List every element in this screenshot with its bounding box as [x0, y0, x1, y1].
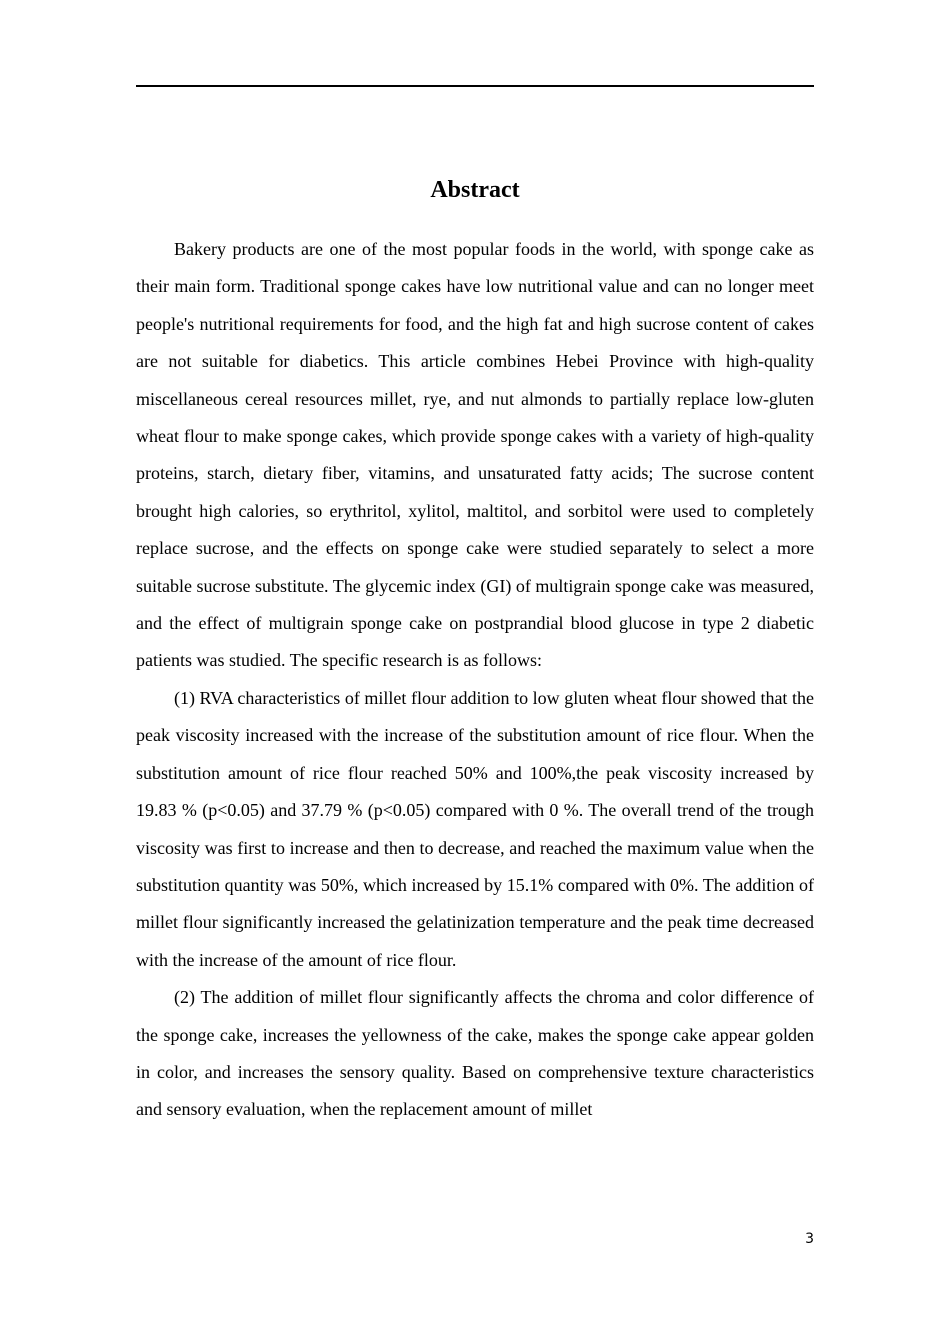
- page-title: Abstract: [430, 177, 520, 204]
- header-rule: [136, 85, 814, 87]
- abstract-paragraph-1: (1) RVA characteristics of millet flour addition to low gluten wheat flour showed that the peak viscosity increased with the increase of the substitution amount of rice flour. When the substitution amount of rice flour reached 50% and 100%,the peak viscosity increased by 19.83 % (p<0.05) and 37.79 % (p<0.05) compared with 0 %. The overall trend of the trough viscosity was first to increase and then to decrease, and reached the maximum value when the substitution quantity was 50%, which increased by 15.1% compared with 0%. The addition of millet flour significantly increased the gelatinization temperature and the peak time decreased with the increase of the amount of rice flour.: [136, 687, 814, 970]
- abstract-paragraph-intro: Bakery products are one of the most popular foods in the world, with sponge cake as their main form. Traditional sponge cakes have low nutritional value and can no longer meet people's nutritional requirements for food, and the high fat and high sucrose content of cakes are not suitable for diabetics. This article combines Hebei Province with high-quality miscellaneous cereal resources millet, rye, and nut almonds to partially replace low-gluten wheat flour to make sponge cakes, which provide sponge cakes with a variety of high-quality proteins, starch, dietary fiber, vitamins, and unsaturated fatty acids; The sucrose content brought high calories, so erythritol, xylitol, maltitol, and sorbitol were used to completely replace sucrose, and the effects on sponge cake were studied separately to select a more suitable sucrose substitute. The glycemic index (GI) of multigrain sponge cake was measured, and the effect of multigrain sponge cake on postprandial blood glucose in type 2 diabetic patients was studied. The specific research is as follows:: [136, 239, 814, 671]
- abstract-body: [136, 231, 814, 1129]
- abstract-paragraph-2: (2) The addition of millet flour significantly affects the chroma and color difference of the sponge cake, increases the yellowness of the cake, makes the sponge cake appear golden in color, and increases the sensory quality. Based on comprehensive texture characteristics and sensory evaluation, when the replacement amount of millet: [136, 987, 814, 1120]
- page-number: 3: [805, 1231, 814, 1247]
